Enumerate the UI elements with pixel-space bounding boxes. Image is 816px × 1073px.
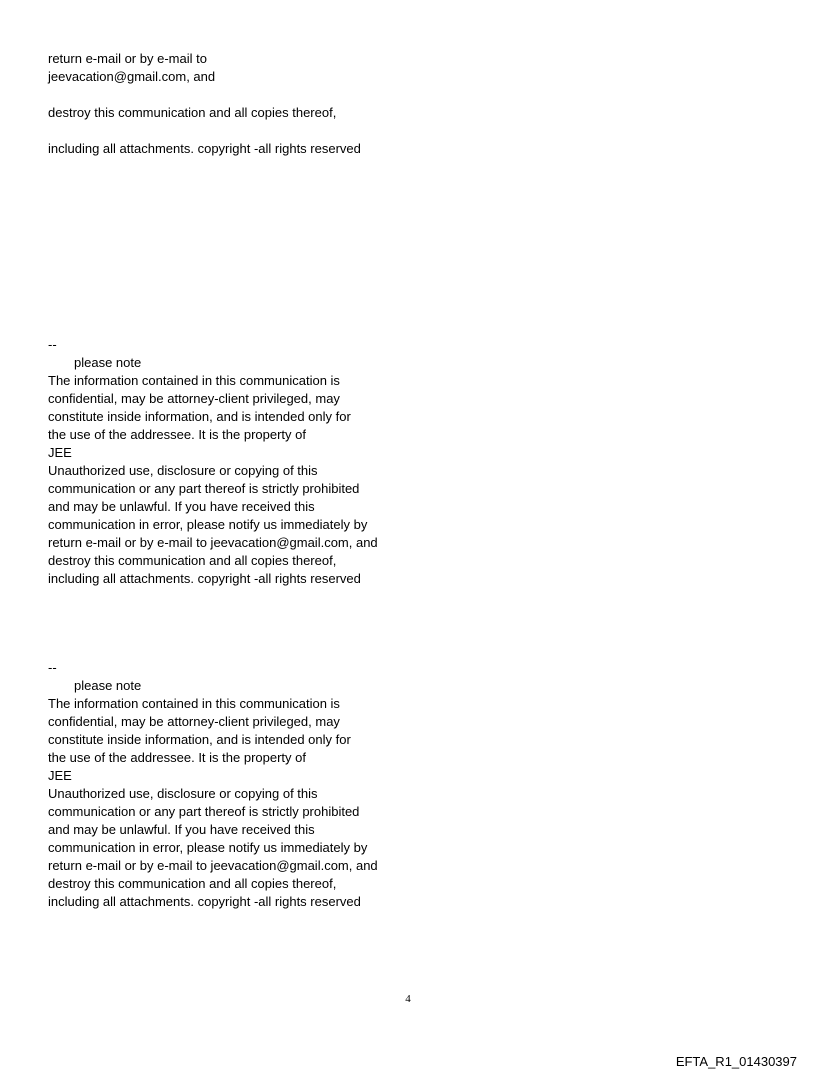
body-line: and may be unlawful. If you have received this	[48, 822, 315, 837]
body-line: communication or any part thereof is strictly prohibited	[48, 481, 360, 496]
body-line: including all attachments. copyright -all rights reserved	[48, 141, 361, 156]
notice-heading: please note	[74, 355, 142, 370]
body-line: constitute inside information, and is intended only for	[48, 732, 351, 747]
separator: --	[48, 660, 57, 675]
body-line: return e-mail or by e-mail to jeevacation@gmail.com, and	[48, 858, 378, 873]
body-line: communication in error, please notify us immediately by	[48, 840, 368, 855]
body-line: including all attachments. copyright -all rights reserved	[48, 894, 361, 909]
body-line: constitute inside information, and is intended only for	[48, 409, 351, 424]
body-line: the use of the addressee. It is the property of	[48, 427, 306, 442]
body-line: return e-mail or by e-mail to jeevacation@gmail.com, and	[48, 535, 378, 550]
separator: --	[48, 337, 57, 352]
body-line: jeevacation@gmail.com, and	[48, 69, 216, 84]
notice-heading: please note	[74, 678, 142, 693]
page-number: 4	[405, 993, 411, 1005]
body-line: confidential, may be attorney-client privileged, may	[48, 391, 340, 406]
body-line: the use of the addressee. It is the property of	[48, 750, 306, 765]
body-line: destroy this communication and all copies thereof,	[48, 553, 337, 568]
body-line: The information contained in this communication is	[48, 696, 340, 711]
body-line: JEE	[48, 768, 72, 783]
body-line: destroy this communication and all copies thereof,	[48, 876, 337, 891]
body-line: including all attachments. copyright -all rights reserved	[48, 571, 361, 586]
body-line: and may be unlawful. If you have received this	[48, 499, 315, 514]
body-line: return e-mail or by e-mail to	[48, 51, 207, 66]
body-line: confidential, may be attorney-client privileged, may	[48, 714, 340, 729]
body-line: destroy this communication and all copies thereof,	[48, 105, 337, 120]
body-line: JEE	[48, 445, 72, 460]
body-line: communication or any part thereof is strictly prohibited	[48, 804, 360, 819]
body-line: communication in error, please notify us immediately by	[48, 517, 368, 532]
body-line: Unauthorized use, disclosure or copying of this	[48, 463, 318, 478]
body-line: Unauthorized use, disclosure or copying of this	[48, 786, 318, 801]
document-id: EFTA_R1_01430397	[675, 1054, 797, 1069]
body-line: The information contained in this communication is	[48, 373, 340, 388]
